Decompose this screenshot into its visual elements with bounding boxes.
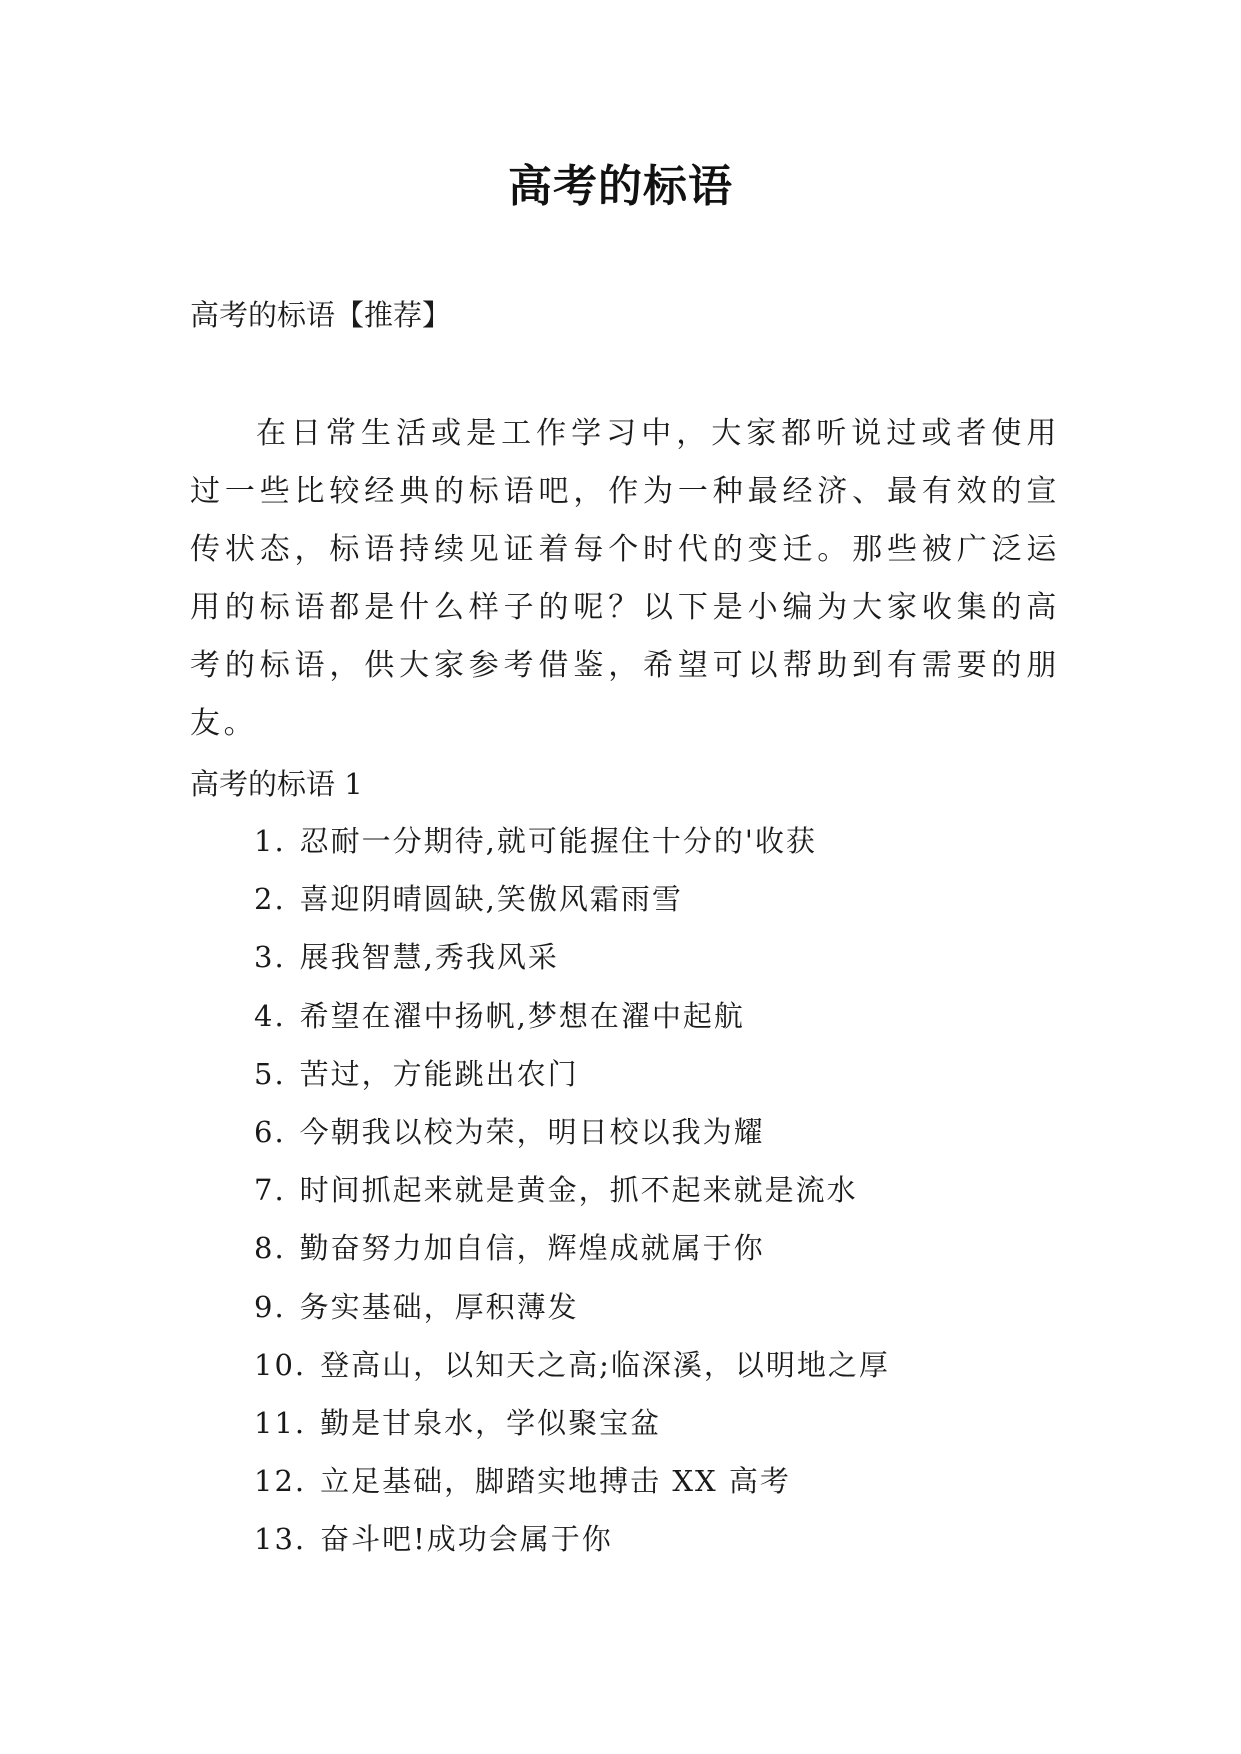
list-item (254, 1394, 890, 1452)
list-item-text: 登高山，以知天之高;临深溪，以明地之厚 (320, 1347, 890, 1382)
list-item (254, 1161, 890, 1219)
list-item-number: 10. (254, 1347, 307, 1382)
list-item-text: 希望在濯中扬帆,梦想在濯中起航 (299, 998, 745, 1033)
list-item-text: 立足基础，脚踏实地搏击 XX 高考 (320, 1464, 791, 1499)
list-item-number: 8. (254, 1231, 286, 1266)
list-item-text: 勤是甘泉水，学似聚宝盆 (320, 1405, 662, 1440)
list-item-text: 勤奋努力加自信，辉煌成就属于你 (299, 1231, 765, 1266)
list-item (254, 1219, 890, 1277)
list-item (254, 1510, 890, 1568)
list-item-text: 喜迎阴晴圆缺,笑傲风霜雨雪 (299, 882, 683, 917)
list-item-number: 3. (254, 940, 286, 975)
list-item (254, 1103, 890, 1161)
list-item-text: 奋斗吧!成功会属于你 (320, 1522, 613, 1557)
list-item (254, 987, 890, 1045)
list-item (254, 1045, 890, 1103)
list-item (254, 928, 890, 986)
list-item-number: 4. (254, 998, 286, 1033)
list-item (254, 1452, 890, 1510)
list-item-number: 11. (254, 1405, 307, 1440)
list-item-number: 1. (254, 824, 286, 858)
section-heading: 高考的标语 1 (190, 767, 363, 801)
document-subtitle: 高考的标语【推荐】 (190, 298, 452, 332)
list-item-text: 今朝我以校为荣，明日校以我为耀 (299, 1114, 765, 1149)
list-item-number: 12. (254, 1464, 307, 1499)
list-item-text: 时间抓起来就是黄金，抓不起来就是流水 (299, 1173, 858, 1208)
list-item (254, 1336, 890, 1394)
list-item (254, 1278, 890, 1336)
list-item-text: 苦过，方能跳出农门 (299, 1056, 579, 1091)
intro-paragraph: 在日常生活或是工作学习中，大家都听说过或者使用过一些比较经典的标语吧，作为一种最经济、最有效的宣传状态，标语持续见证着每个时代的变迁。那些被广泛运用的标语都是什么样子的呢？以下是小编为大家收集的高考的标语，供大家参考借鉴，希望可以帮助到有需要的朋友。 (190, 416, 1060, 741)
list-item-text: 展我智慧,秀我风采 (299, 940, 559, 975)
slogan-list (254, 812, 890, 1568)
list-item-number: 6. (254, 1114, 286, 1149)
list-item-number: 5. (254, 1056, 286, 1091)
list-item-number: 7. (254, 1173, 286, 1208)
list-item-number: 2. (254, 882, 286, 917)
list-item (254, 870, 890, 928)
list-item (254, 812, 890, 870)
list-item-text: 忍耐一分期待,就可能握住十分的'收获 (299, 824, 817, 858)
list-item-text: 务实基础，厚积薄发 (299, 1289, 579, 1324)
list-item-number: 13. (254, 1522, 307, 1557)
list-item-number: 9. (254, 1289, 286, 1324)
document-title: 高考的标语 (508, 161, 733, 212)
